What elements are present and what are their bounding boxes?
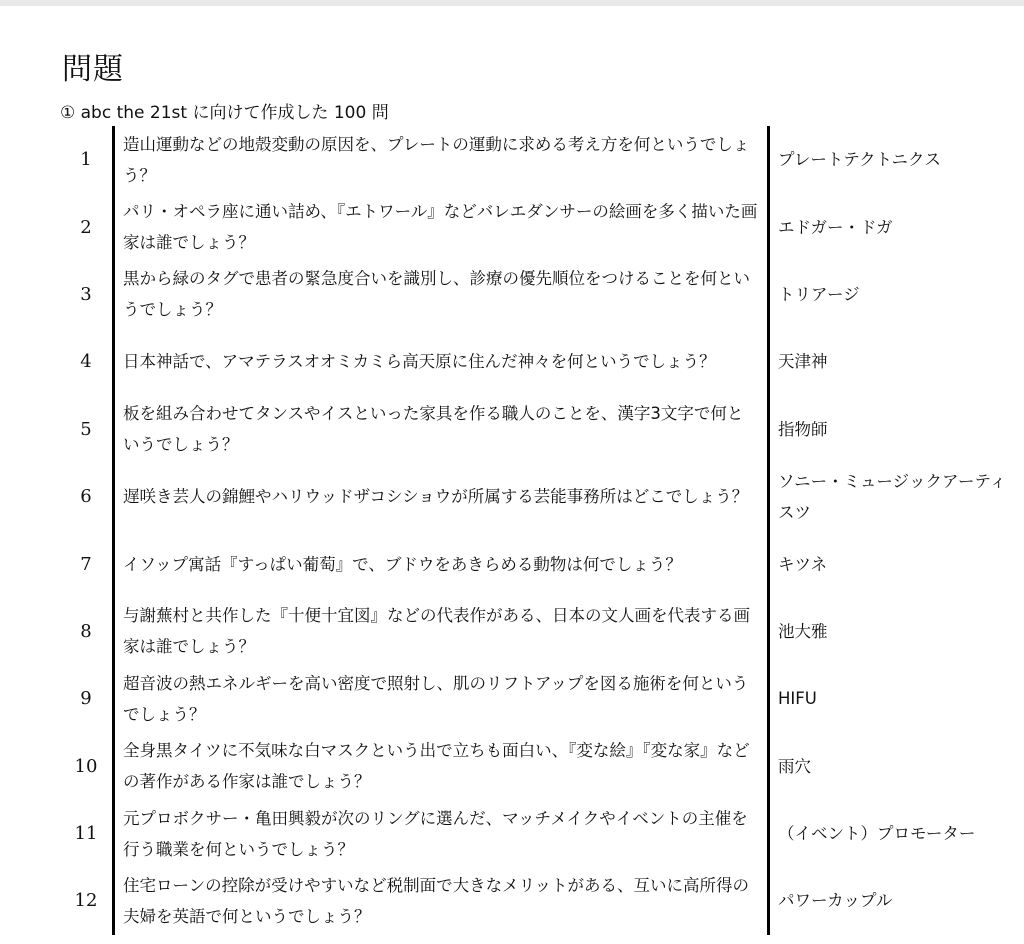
question-row bbox=[60, 193, 1018, 260]
question-row bbox=[60, 733, 1018, 800]
page-title: 問題 bbox=[62, 52, 124, 87]
question-table bbox=[60, 126, 1018, 935]
question-row bbox=[60, 530, 1018, 597]
question-number: 6 bbox=[80, 486, 92, 508]
answer-text: HIFU bbox=[778, 689, 817, 709]
answer-text: 指物師 bbox=[778, 419, 828, 439]
document-subtitle: ① abc the 21st に向けて作成した 100 問 bbox=[60, 103, 389, 123]
answer-text: パワーカップル bbox=[778, 891, 893, 911]
question-text: 黒から緑のタグで患者の緊急度合いを識別し、診療の優先順位をつけることを何というでしょう？ bbox=[114, 261, 769, 328]
question-row bbox=[60, 396, 1018, 463]
question-number: 10 bbox=[74, 755, 98, 777]
question-row bbox=[60, 665, 1018, 732]
question-text: 元プロボクサー・亀田興毅が次のリングに選んだ、マッチメイクやイベントの主催を行う職業を何というでしょう？ bbox=[114, 800, 769, 867]
answer-text: 池大雅 bbox=[778, 621, 828, 641]
question-text: イソップ寓話『すっぱい葡萄』で、ブドウをあきらめる動物は何でしょう？ bbox=[114, 530, 769, 597]
question-text: 与謝蕪村と共作した『十便十宜図』などの代表作がある、日本の文人画を代表する画家は誰でしょう？ bbox=[114, 598, 769, 665]
question-row bbox=[60, 867, 1018, 934]
question-number: 7 bbox=[80, 553, 92, 575]
question-text: 造山運動などの地殻変動の原因を、プレートの運動に求める考え方を何というでしょう？ bbox=[114, 126, 769, 193]
answer-text: トリアージ bbox=[778, 284, 860, 304]
answer-text: ソニー・ミュージックアーティスツ bbox=[778, 471, 1007, 522]
answer-text: プレートテクトニクス bbox=[778, 150, 941, 170]
question-text: パリ・オペラ座に通い詰め、『エトワール』などバレエダンサーの絵画を多く描いた画家は誰でしょう？ bbox=[114, 193, 769, 260]
question-text: 住宅ローンの控除が受けやすいなど税制面で大きなメリットがある、互いに高所得の夫婦を英語で何というでしょう？ bbox=[114, 867, 769, 934]
question-number: 1 bbox=[80, 149, 92, 171]
question-row bbox=[60, 328, 1018, 395]
question-row bbox=[60, 126, 1018, 193]
question-text: 超音波の熱エネルギーを高い密度で照射し、肌のリフトアップを図る施術を何というでしょう？ bbox=[114, 665, 769, 732]
question-row bbox=[60, 261, 1018, 328]
answer-text: エドガー・ドガ bbox=[778, 217, 893, 237]
top-edge bbox=[0, 0, 1024, 6]
question-number: 4 bbox=[80, 351, 92, 373]
question-text: 日本神話で、アマテラスオオミカミら高天原に住んだ神々を何というでしょう？ bbox=[114, 328, 769, 395]
question-row bbox=[60, 598, 1018, 665]
question-text: 板を組み合わせてタンスやイスといった家具を作る職人のことを、漢字3文字で何というでしょう？ bbox=[114, 396, 769, 463]
question-number: 3 bbox=[80, 283, 92, 305]
question-row bbox=[60, 800, 1018, 867]
question-table-body bbox=[60, 126, 1018, 935]
question-number: 9 bbox=[80, 688, 92, 710]
question-text: 全身黒タイツに不気味な白マスクという出で立ちも面白い、『変な絵』『変な家』などの著作がある作家は誰でしょう？ bbox=[114, 733, 769, 800]
answer-text: （イベント）プロモーター bbox=[778, 824, 976, 844]
question-number: 2 bbox=[80, 216, 92, 238]
question-row bbox=[60, 463, 1018, 530]
answer-text: 雨穴 bbox=[778, 756, 811, 776]
question-text: 遅咲き芸人の錦鯉やハリウッドザコシショウが所属する芸能事務所はどこでしょう？ bbox=[114, 463, 769, 530]
question-number: 8 bbox=[80, 620, 92, 642]
answer-text: 天津神 bbox=[778, 352, 828, 372]
question-number: 11 bbox=[74, 823, 98, 845]
question-number: 5 bbox=[80, 418, 92, 440]
question-number: 12 bbox=[74, 890, 98, 912]
answer-text: キツネ bbox=[778, 554, 828, 574]
